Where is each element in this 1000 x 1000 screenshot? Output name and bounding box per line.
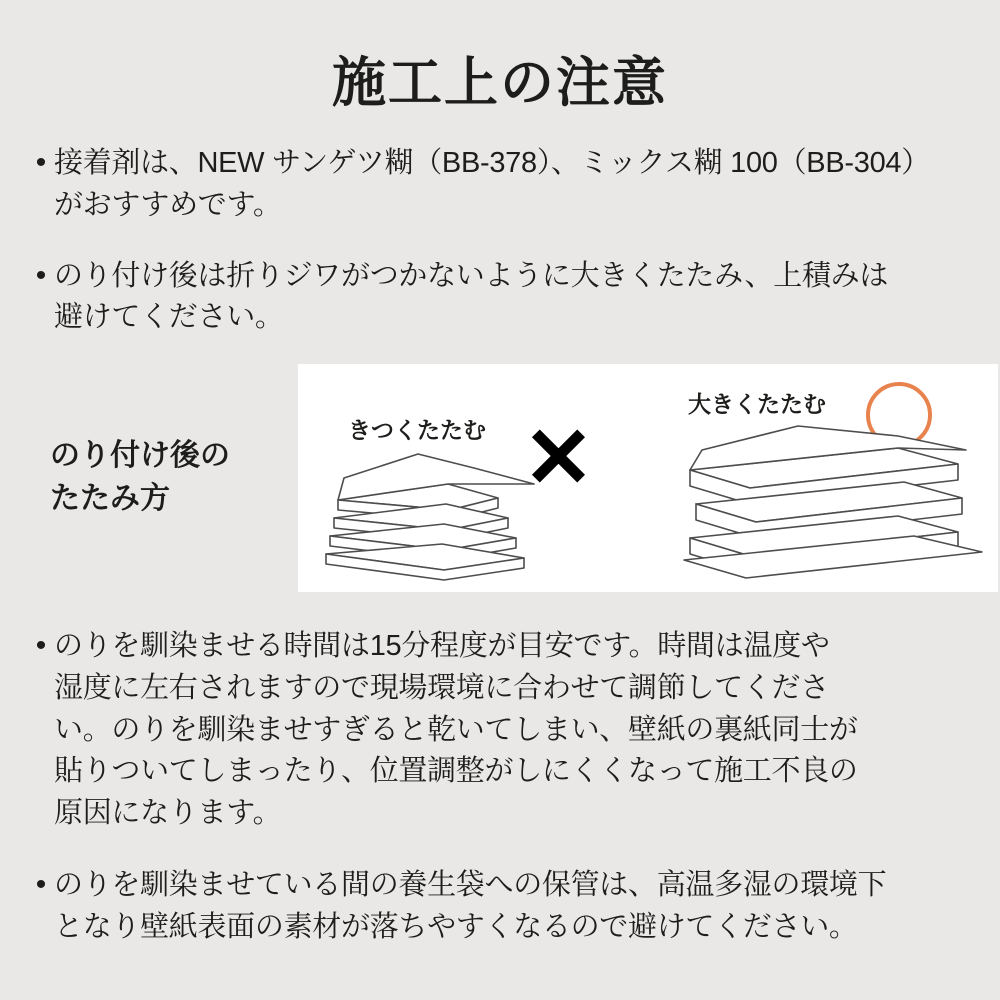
storage-bag-note-line-1: のりを馴染ませている間の養生袋への保管は、高温多湿の環境下 [54,868,887,901]
figure-caption-line-2: たたみ方 [50,482,170,516]
open-time-note-line-5: 原因になります。 [54,797,282,830]
adhesive-note [54,143,966,225]
figure-caption [28,435,298,520]
folding-illustration [298,364,998,592]
figure-block [28,364,966,592]
open-time-note [54,626,966,835]
open-time-note-line-4: 貼りついてしまったり、位置調整がしにくくなって施工不良の [54,755,858,788]
bullet-marker: • [35,258,47,292]
folding-diagram-svg [298,364,998,592]
adhesive-note-line-2: がおすすめです。 [54,188,282,221]
folding-note-line-2: 避けてください。 [54,300,284,333]
page-title: 施工上の注意 [332,53,668,113]
bottom-notes [28,626,966,948]
folding-note [54,256,966,338]
storage-bag-note-line-2: となり壁紙表面の素材が落ちやすくなるので避けてください。 [54,910,858,943]
list-item [28,143,966,225]
adhesive-note-line-1: 接着剤は、NEW サンゲツ糊（BB-378）、ミックス糊 100（BB-304） [54,147,930,180]
storage-bag-note [54,865,966,949]
good-folding-label: 大きくたたむ [688,391,826,418]
open-time-note-line-3: い。のりを馴染ませすぎると乾いてしまい、壁紙の裏紙同士が [54,713,858,746]
list-item [28,626,966,835]
list-item [28,256,966,338]
bullet-marker: • [35,146,47,180]
open-time-note-line-1: のりを馴染ませる時間は15分程度が目安です。時間は温度や [54,630,830,663]
folding-note-line-1: のり付け後は折りジワがつかないように大きくたたみ、上積みは [54,259,889,292]
bullet-marker: • [35,867,47,901]
bullet-marker: • [35,629,47,663]
list-item [28,865,966,949]
open-time-note-line-2: 湿度に左右されますので現場環境に合わせて調節してくださ [54,671,829,704]
figure-caption-line-1: のり付け後の [50,439,230,473]
content-area [0,143,1000,948]
bad-folding-label: きつくたたむ [348,417,486,444]
